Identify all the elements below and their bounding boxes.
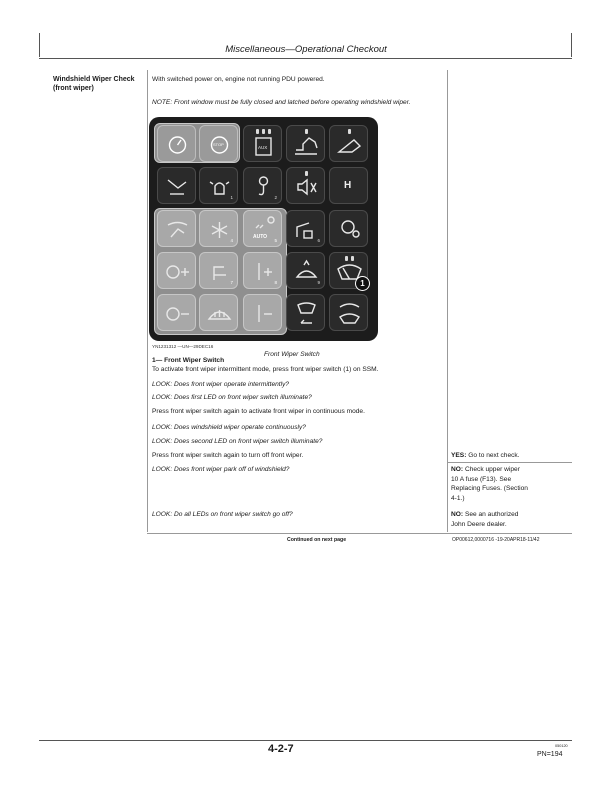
- step-activate-continuous: Press front wiper switch again to activate front wiper in continuous mode.: [152, 408, 365, 415]
- figure-caption: Front Wiper Switch: [264, 351, 320, 358]
- ac-snowflake-icon: [200, 211, 239, 248]
- note-text: NOTE: Front window must be fully closed and latched before operating windshield wiper.: [152, 99, 411, 106]
- rear-washer-icon: [330, 295, 369, 332]
- look-second-led: LOOK: Does second LED on front wiper switch illuminate?: [152, 438, 323, 445]
- look-continuous: LOOK: Does windshield wiper operate continuously?: [152, 424, 306, 431]
- engine-speed-icon: [158, 126, 197, 163]
- rear-wiper-icon: [287, 295, 326, 332]
- keypad-illustration: [149, 117, 378, 341]
- key-number-9: 9: [317, 280, 320, 285]
- footer-rule: [39, 740, 572, 741]
- beacon-icon: [200, 168, 239, 205]
- key-hook: [243, 167, 282, 204]
- header-underline: [39, 58, 572, 59]
- key-auto-climate: [243, 210, 282, 247]
- key-engine-stop: [199, 125, 238, 162]
- bucket-icon: [330, 126, 369, 163]
- key-number-2: 2: [274, 195, 277, 200]
- page-title: Miscellaneous—Operational Checkout: [225, 44, 387, 55]
- key-rear-defrost: [199, 294, 238, 331]
- pn-number: PN=194: [537, 751, 563, 758]
- look-first-led: LOOK: Does first LED on front wiper switch illuminate?: [152, 394, 312, 401]
- result-no-1-key: NO:: [451, 466, 464, 473]
- result-no-2-line-1: See an authorized: [464, 511, 519, 518]
- key-rear-wiper: [286, 294, 325, 331]
- h-label: H: [344, 180, 352, 191]
- key-washer: [286, 252, 325, 289]
- section-label-line-2: (front wiper): [53, 85, 94, 92]
- key-number-7: 7: [230, 280, 233, 285]
- key-fan-down: [157, 294, 196, 331]
- auto-climate-icon: [244, 211, 283, 248]
- fan-plus-icon: [158, 253, 197, 290]
- result-no-1-line-3: Replacing Fuses. (Section: [451, 485, 528, 493]
- result-no-1-line-1: Check upper wiper: [464, 466, 520, 473]
- key-lock: [286, 210, 325, 247]
- key-defrost: [157, 210, 196, 247]
- key-rear-washer: [329, 294, 368, 331]
- result-no-2: [451, 510, 518, 529]
- auto-label: AUTO: [253, 234, 268, 240]
- aux-label: AUX: [258, 145, 268, 150]
- legend-title: 1— Front Wiper Switch: [152, 357, 225, 364]
- step-turn-off: Press front wiper switch again to turn off front wiper.: [152, 452, 304, 459]
- temp-minus-icon: [244, 295, 283, 332]
- look-intermittent: LOOK: Does front wiper operate intermittently?: [152, 381, 290, 388]
- section-label: [53, 75, 135, 93]
- result-divider-1: [447, 462, 572, 463]
- result-no-2-line-2: John Deere dealer.: [451, 520, 507, 528]
- key-bucket: [329, 125, 368, 162]
- washer-icon: [287, 253, 326, 290]
- look-leds-off: LOOK: Do all LEDs on front wiper switch go off?: [152, 511, 293, 518]
- fan-minus-icon: [158, 295, 197, 332]
- step-activate-intermittent: To activate front wiper intermittent mode, press front wiper switch (1) on SSM.: [152, 366, 379, 373]
- key-number-4: 4: [230, 238, 233, 243]
- key-excavator: [286, 125, 325, 162]
- callout-1: 1: [355, 276, 370, 291]
- key-air-direction: [199, 252, 238, 289]
- result-no-2-key: NO:: [451, 511, 464, 518]
- key-hi-idle: [329, 167, 368, 204]
- rear-defrost-icon: [200, 295, 239, 332]
- key-number-1: 1: [230, 195, 233, 200]
- key-engine-speed: [157, 125, 196, 162]
- hook-icon: [244, 168, 283, 205]
- result-no-1-line-2: 10 A fuse (F13). See: [451, 475, 512, 483]
- result-no-1: [451, 465, 528, 503]
- continued-text: Continued on next page: [287, 537, 347, 543]
- intro-text: With switched power on, engine not running PDU powered.: [152, 76, 325, 83]
- seat-airflow-icon: [200, 253, 239, 290]
- key-aux: [243, 125, 282, 162]
- column-rule-left: [147, 70, 148, 532]
- key-ac: [199, 210, 238, 247]
- key-temp-up: [243, 252, 282, 289]
- stop-label: STOP: [213, 142, 224, 147]
- key-number-8: 8: [274, 280, 277, 285]
- boom-icon: [158, 168, 197, 205]
- reference-code: OP00612,0000716 -19-20APR18-11/42: [452, 537, 540, 543]
- look-park: LOOK: Does front wiper park off of windshield?: [152, 466, 290, 473]
- horn-mute-icon: [287, 168, 326, 205]
- key-horn: [286, 167, 325, 204]
- section-label-line-1: Windshield Wiper Check: [53, 76, 135, 83]
- temp-plus-icon: [244, 253, 283, 290]
- key-boom: [157, 167, 196, 204]
- continued-rule: [147, 533, 572, 534]
- key-engine-settings: [329, 210, 368, 247]
- page-number: 4-2-7: [268, 743, 294, 755]
- result-yes-1-text: Go to next check.: [468, 452, 520, 459]
- result-yes-1-key: YES:: [451, 452, 467, 459]
- engine-gear-icon: [330, 211, 369, 248]
- lock-door-icon: [287, 211, 326, 248]
- defrost-icon: [158, 211, 197, 248]
- key-temp-down: [243, 294, 282, 331]
- key-beacon: [199, 167, 238, 204]
- result-yes-1: [451, 451, 520, 461]
- key-number-6: 6: [317, 238, 320, 243]
- figure-id: YN1231312 —UN—29DEC16: [152, 344, 214, 349]
- key-fan-up: [157, 252, 196, 289]
- small-code: 050120: [555, 744, 568, 748]
- excavator-icon: [287, 126, 326, 163]
- result-no-1-line-4: 4-1.): [451, 494, 465, 502]
- key-number-5: 5: [274, 238, 277, 243]
